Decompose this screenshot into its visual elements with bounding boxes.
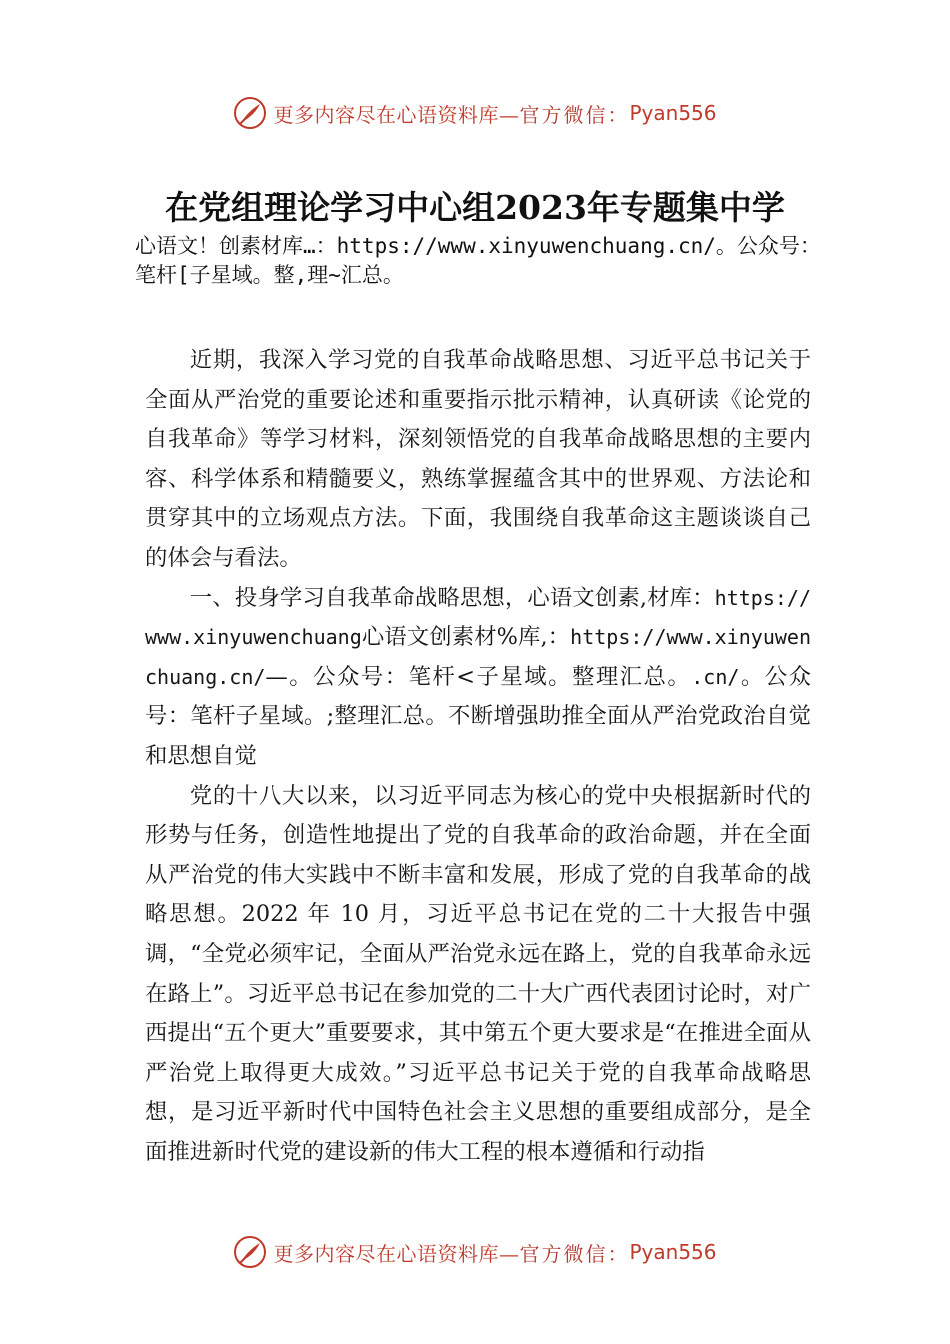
section-url-2: https://www.xinyuwenchuang.cn/	[145, 625, 811, 689]
watermark-text: 更多内容尽在心语资料库—	[273, 102, 520, 127]
paragraph-intro: 近期，我深入学习党的自我革命战略思想、习近平总书记关于全面从严治党的重要论述和重要指示批示精神，认真研读《论党的自我革命》等学习材料，深刻领悟党的自我革命战略思想的主要内容、科学体系和精髓要义，熟练掌握蕴含其中的世界观、方法论和贯穿其中的立场观点方法。下面，我围绕自我革命这主题谈谈自己的体会与看法。	[145, 347, 811, 571]
feather-pen-logo-icon	[233, 1235, 267, 1269]
header-watermark-banner	[0, 93, 950, 133]
feather-pen-logo-icon	[233, 96, 267, 130]
footer-watermark-banner	[0, 1232, 950, 1272]
section-mid-3: .cn/	[691, 664, 740, 689]
watermark-text-footer: 更多内容尽在心语资料库—	[273, 1241, 520, 1266]
paragraph-2: 党的十八大以来，以习近平同志为核心的党中央根据新时代的形势与任务，创造性地提出了党的自我革命的政治命题，并在全面从严治党的伟大实践中不断丰富和发展，形成了党的自我革命的战略思想。2022 年 10 月，习近平总书记在党的二十大报告中强调，“全党必须牢记，全面从严治党永远在路上，党的自我革命永远在路上”。习近平总书记在参加党的二十大广西代表团讨论时，对广西提出“五个更大”重要要求，其中第五个更大要求是“在推进全面从严治党上取得更大成效。”习近平总书记关于党的自我革命战略思想，是习近平新时代中国特色社会主义思想的重要组成部分，是全面推进新时代党的建设新的伟大工程的根本遵循和行动指	[145, 782, 811, 1165]
watermark-wechat-id-footer: Pyan556	[629, 1240, 717, 1264]
document-title: 在党组理论学习中心组2023年专题集中学	[165, 188, 785, 227]
section-heading-1	[145, 579, 811, 777]
section-heading-intro: 一、投身学习自我革命战略思想，心语文创素,材库：	[189, 584, 715, 611]
document-body	[145, 341, 811, 1172]
section-url-1: https://www.xinyuwenchuang	[145, 585, 811, 650]
section-mid-2: —。公众号：笔杆<子星域。整理汇总。	[265, 663, 692, 690]
watermark-wechat-id: Pyan556	[629, 101, 717, 125]
source-note: 心语文！创素材库…：https://www.xinyuwenchuang.cn/。公众号：笔杆[子星域。整,理~汇总。	[135, 234, 821, 287]
section-mid-4: 。公众号：笔杆子星域。;整理汇总。不断增强助推全面从严治党政治自觉和思想自觉	[145, 663, 811, 769]
section-mid-1: 心语文创素材%库,：	[361, 624, 571, 651]
watermark-wechat-label: 官方微信：	[519, 102, 630, 127]
watermark-wechat-label-footer: 官方微信：	[519, 1241, 630, 1266]
